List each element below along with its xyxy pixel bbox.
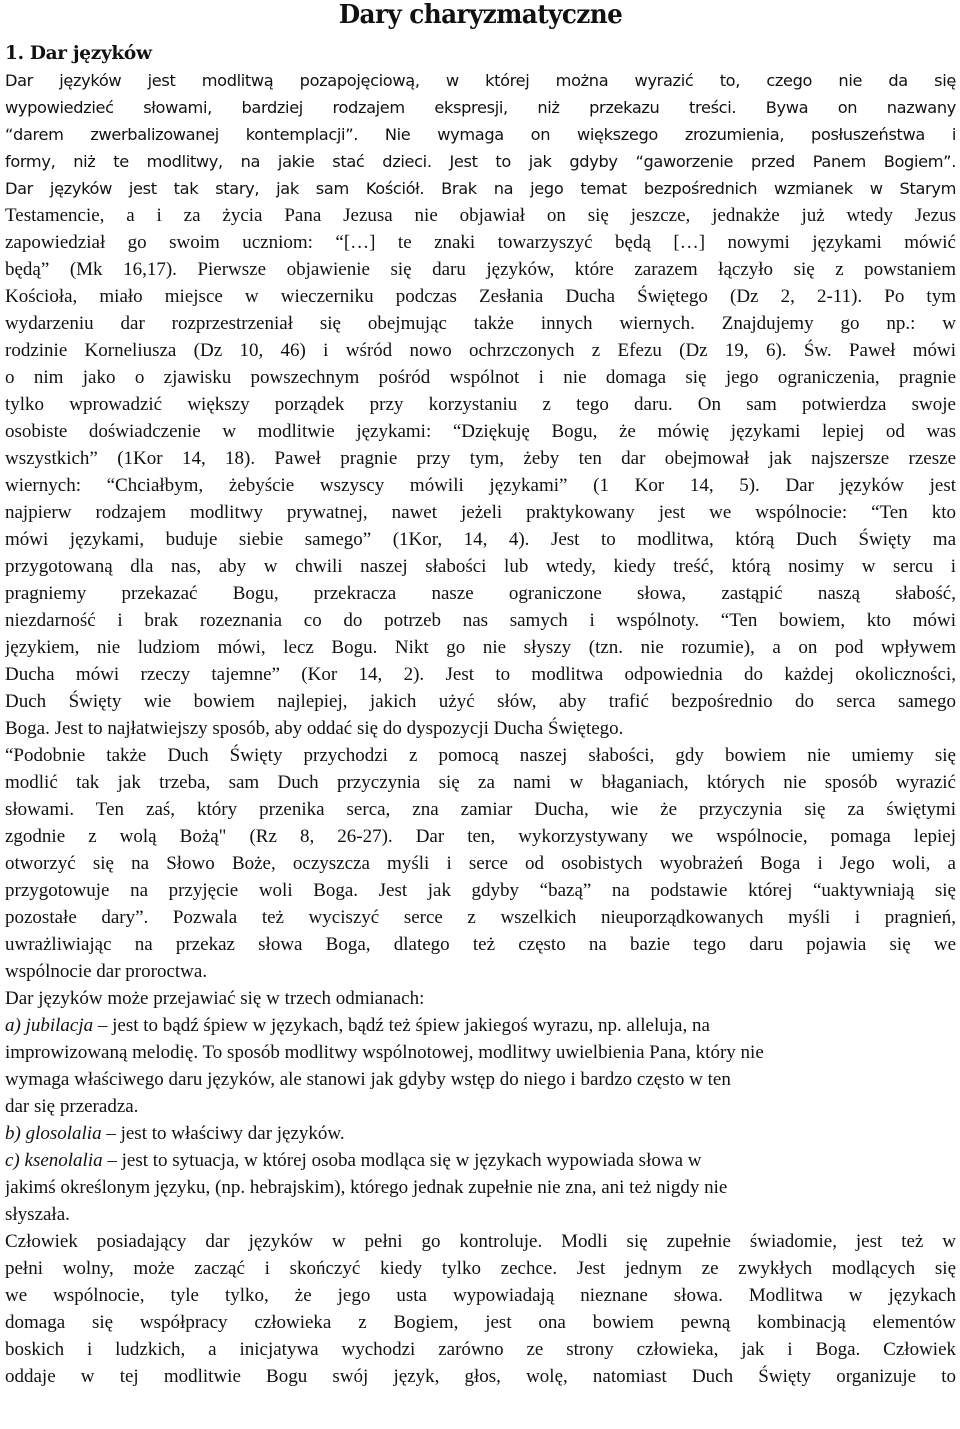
text-line: mówi językami, buduje siebie samego” (1Kor, 14, 4). Jest to modlitwa, którą Duch Święty ma (5, 529, 956, 550)
variant-c (5, 1147, 956, 1174)
text-line: przygotowaną dla nas, aby w chwili naszej słabości lub wtedy, kiedy treść, którą nosimy w sercu i (5, 556, 956, 577)
text-line: pełni wolny, może zacząć i skończyć kiedy tylko zechce. Jest jednym ze zwykłych modlących się (5, 1258, 956, 1279)
text-line: rodzinie Korneliusza (Dz 10, 46) i wśród nowo ochrzczonych z Efezu (Dz 19, 6). Św. Paweł mówi (5, 340, 956, 361)
text-line: słowami. Ten zaś, który przenika serca, zna zamiar Ducha, wie że przyczynia się za świętymi (5, 799, 956, 820)
text-line: zgodnie z wolą Bożą" (Rz 8, 26-27). Dar ten, wykorzystywany we wspólnocie, pomaga lepiej (5, 826, 956, 847)
text-line: językiem, nie ludziom mówi, lecz Bogu. Nikt go nie słyszy (tzn. nie rozumie), a on pod wpływem (5, 637, 956, 658)
text-line: wszystkich” (1Kor 14, 18). Paweł pragnie przy tym, żeby ten dar obejmował jak najszersze rzesze (5, 448, 956, 469)
variant-a (5, 1012, 956, 1039)
text-line: tylko wprowadzić większy porządek przy korzystaniu z tego daru. On sam potwierdza swoje (5, 394, 956, 415)
text-line: Kościoła, miało miejsce w wieczerniku podczas Zesłania Ducha Świętego (Dz 2, 2-11). Po tym (5, 286, 956, 307)
text-line: “darem zwerbalizowanej kontemplacji”. Nie wymaga on większego zrozumienia, posłuszeństwa i (5, 125, 956, 144)
text-line: wiernych: “Chciałbym, żebyście wszyscy mówili językami” (1 Kor 14, 5). Dar języków jest (5, 475, 956, 496)
text-line: domaga się współpracy człowieka z Bogiem, jest ona bowiem pewną kombinacją elementów (5, 1312, 956, 1333)
text-line: niezdarność i brak rozeznania co do potrzeb nas samych i wspólnoty. “Ten bowiem, kto mówi (5, 610, 956, 631)
text-line: Dar języków jest tak stary, jak sam Kościół. Brak na jego temat bezpośrednich wzmianek w Starym (5, 179, 956, 198)
text-line: Dar języków jest modlitwą pozapojęciową, w której można wyrazić to, czego nie da się (5, 71, 956, 90)
variant-text: – jest to bądź śpiew w językach, bądź też śpiew jakiegoś wyrazu, np. alleluja, na (93, 1015, 710, 1036)
text-line: Testamencie, a i za życia Pana Jezusa nie objawiał on się jeszcze, jednakże już wtedy Jezus (5, 205, 956, 226)
text-line: o nim jako o zjawisku powszechnym pośród wspólnot i nie domaga się jego ograniczenia, pragnie (5, 367, 956, 388)
text-line: otworzyć się na Słowo Boże, oczyszcza myśli i serce od osobistych wyobrażeń Boga i Jego woli, a (5, 853, 956, 874)
text-line: we wspólnocie, tyle tylko, że jego usta wypowiadają nieznane słowa. Modlitwa w językach (5, 1285, 956, 1306)
text-line: “Podobnie także Duch Święty przychodzi z pomocą naszej słabości, gdy bowiem nie umiemy się (5, 745, 956, 766)
text-line: Dar języków może przejawiać się w trzech odmianach: (5, 988, 425, 1009)
text-line: wymaga właściwego daru języków, ale stanowi jak gdyby wstęp do niego i bardzo często w ten (5, 1069, 731, 1090)
variant-marker: a) jubilacja (5, 1015, 94, 1036)
text-line: Ducha mówi rzeczy tajemne” (Kor 14, 2). Jest to modlitwa odpowiednia do każdej okoliczności, (5, 664, 956, 685)
variant-b (5, 1120, 956, 1147)
text-line: modlić tak jak trzeba, sam Duch przyczynia się za nami w błaganiach, których nie sposób wyrazić (5, 772, 956, 793)
text-line: wydarzeniu dar rozprzestrzeniał się obejmując także innych wiernych. Znajdujemy go np.: w (5, 313, 956, 334)
text-line: będą” (Mk 16,17). Pierwsze objawienie się daru języków, które zarazem łączyło się z powstaniem (5, 259, 956, 280)
text-line: wspólnocie dar proroctwa. (5, 961, 208, 982)
text-line: pozostałe dary”. Pozwala też wyciszyć serce z wszelkich nieuporządkowanych myśli i pragnień, (5, 907, 956, 928)
section-body (5, 67, 956, 1012)
closing-paragraph (5, 1228, 956, 1390)
document-page (5, 0, 956, 1390)
text-line: jakimś określonym języku, (np. hebrajskim), którego jednak zupełnie nie zna, ani też nigdy nie (5, 1177, 728, 1198)
text-line: improwizowaną melodię. To sposób modlitwy wspólnotowej, modlitwy uwielbienia Pana, który nie (5, 1042, 764, 1063)
text-line: przygotowuje na przyjęcie woli Boga. Jest jak gdyby “bazą” na podstawie której “uaktywniają się (5, 880, 956, 901)
text-line: boskich i ludzkich, a inicjatywa wychodzi zarówno ze strony człowieka, jak i Boga. Człowiek (5, 1339, 956, 1360)
text-line: osobiste doświadczenie w modlitwie językami: “Dziękuję Bogu, że mówię językami lepiej od was (5, 421, 956, 442)
text-line: słyszała. (5, 1204, 70, 1225)
text-line: wypowiedzieć słowami, bardziej rodzajem ekspresji, niż przekazu treści. Bywa on nazwany (5, 98, 956, 117)
text-line: oddaje w tej modlitwie Bogu swój język, głos, wolę, natomiast Duch Święty organizuje to (5, 1366, 956, 1387)
variants-list (5, 1012, 956, 1228)
text-line: zapowiedział go swoim uczniom: “[…] te znaki towarzyszyć będą […] nowymi językami mówić (5, 232, 956, 253)
variant-text: – jest to sytuacja, w której osoba modląca się w językach wypowiada słowa w (102, 1150, 702, 1171)
variant-text: – jest to właściwy dar języków. (101, 1123, 345, 1144)
document-title: Dary charyzmatyczne (338, 0, 623, 30)
text-line: uwrażliwiając na przekaz słowa Boga, dlatego też często na bazie tego daru pojawia się we (5, 934, 956, 955)
text-line: Boga. Jest to najłatwiejszy sposób, aby oddać się do dyspozycji Ducha Świętego. (5, 718, 624, 739)
section-heading: 1. Dar języków (5, 43, 152, 64)
text-line: formy, niż te modlitwy, na jakie stać dzieci. Jest to jak gdyby “gaworzenie przed Panem Bogiem”. (5, 152, 956, 171)
text-line: Człowiek posiadający dar języków w pełni go kontroluje. Modli się zupełnie świadomie, jest też w (5, 1231, 956, 1252)
text-line: Duch Święty wie bowiem najlepiej, jakich użyć słów, aby trafić bezpośrednio do serca samego (5, 691, 956, 712)
variant-marker: b) glosolalia (5, 1123, 102, 1144)
variant-marker: c) ksenolalia (5, 1150, 103, 1171)
text-line: najpierw rodzajem modlitwy prywatnej, nawet jeżeli praktykowany jest we wspólnocie: “Ten kto (5, 502, 956, 523)
text-line: pragniemy przekazać Bogu, przekracza nasze ograniczone słowa, zastąpić naszą słabość, (5, 583, 956, 604)
text-line: dar się przeradza. (5, 1096, 139, 1117)
